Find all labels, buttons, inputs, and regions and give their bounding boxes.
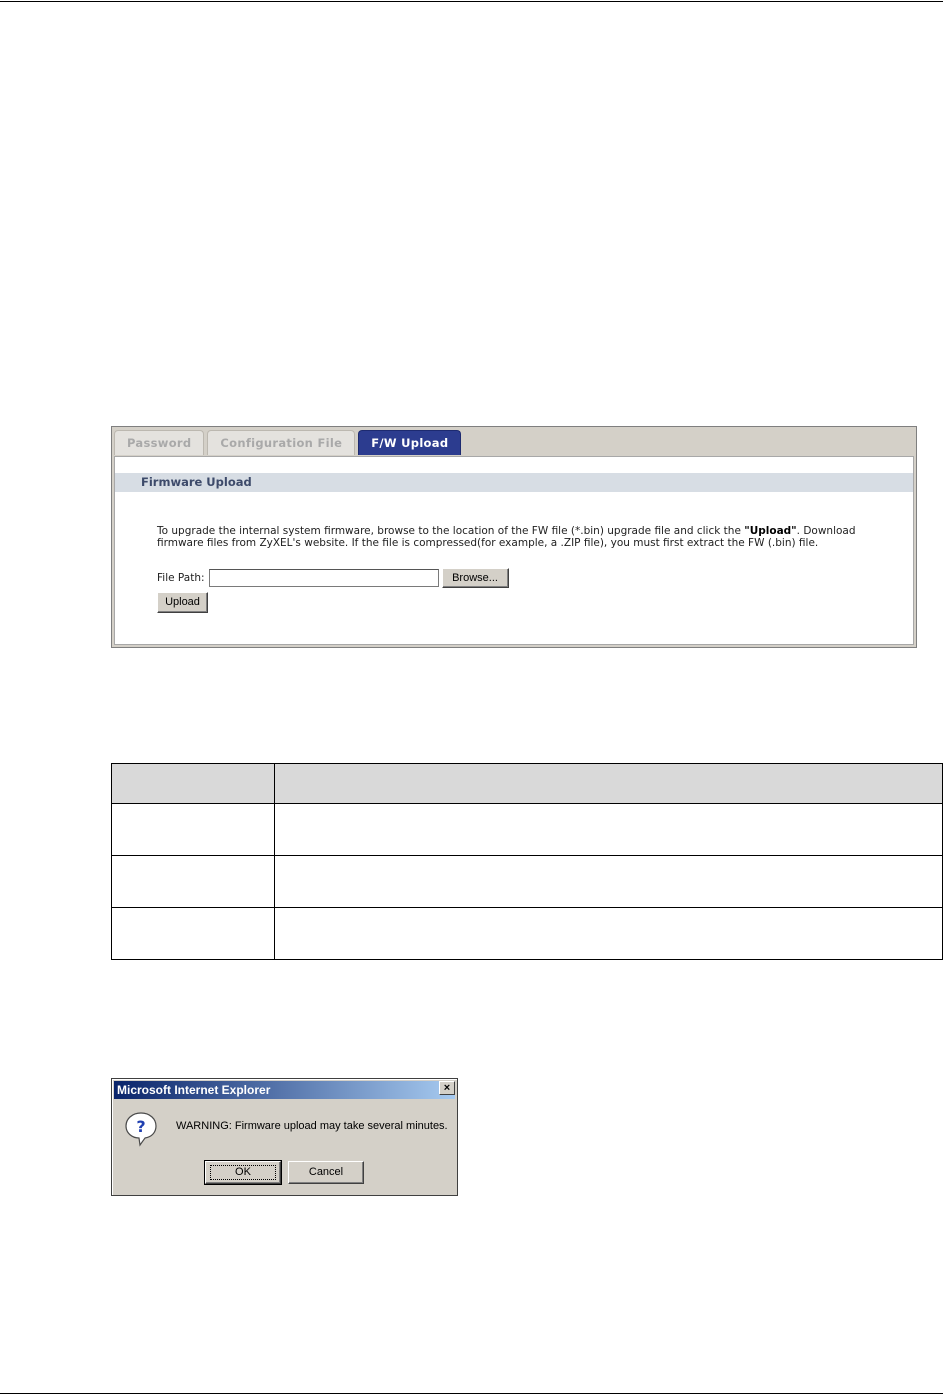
cancel-button[interactable]: Cancel <box>288 1161 364 1184</box>
header-rule <box>0 1 943 2</box>
table-cell <box>112 856 275 908</box>
desc-upload-keyword: "Upload" <box>744 525 797 537</box>
table-cell <box>112 804 275 856</box>
section-title: Firmware Upload <box>115 473 913 492</box>
tab-bar <box>114 430 464 457</box>
table-header-cell <box>275 764 943 804</box>
dialog-message: WARNING: Firmware upload may take several minutes. <box>176 1120 448 1132</box>
file-path-input[interactable] <box>209 569 439 587</box>
table-row <box>112 804 943 856</box>
upload-button[interactable]: Upload <box>157 592 208 613</box>
file-path-row <box>157 568 509 588</box>
ok-label: OK <box>210 1165 276 1180</box>
tab-configuration-file[interactable]: Configuration File <box>207 430 355 455</box>
table-cell <box>112 908 275 960</box>
dialog-title: Microsoft Internet Explorer <box>114 1081 455 1099</box>
table-cell <box>275 856 943 908</box>
file-path-label: File Path: <box>157 572 205 584</box>
table-header-row <box>112 764 943 804</box>
table-header-cell <box>112 764 275 804</box>
browse-button[interactable]: Browse... <box>442 568 509 588</box>
desc-text-1: To upgrade the internal system firmware, browse to the location of the FW file (*.bin) upgrade file and click the <box>157 525 745 537</box>
firmware-panel <box>114 456 914 645</box>
firmware-upload-screen <box>111 426 917 648</box>
ok-button[interactable] <box>205 1161 281 1184</box>
table-cell <box>275 908 943 960</box>
table-row <box>112 856 943 908</box>
svg-text:?: ? <box>136 1117 146 1136</box>
table-row <box>112 908 943 960</box>
field-description-table <box>111 763 943 960</box>
table-cell <box>275 804 943 856</box>
firmware-description <box>157 525 897 549</box>
question-icon <box>124 1111 158 1152</box>
footer-rule <box>0 1393 943 1394</box>
warning-dialog <box>111 1078 458 1196</box>
tab-fw-upload[interactable]: F/W Upload <box>358 430 461 455</box>
desc-text-2: . Download firmware files from ZyXEL's website. If the file is compressed(for example, a .ZIP file), you must first extract the FW (.bin) file. <box>157 525 856 549</box>
close-icon[interactable]: × <box>439 1081 455 1095</box>
tab-password[interactable]: Password <box>114 430 204 455</box>
